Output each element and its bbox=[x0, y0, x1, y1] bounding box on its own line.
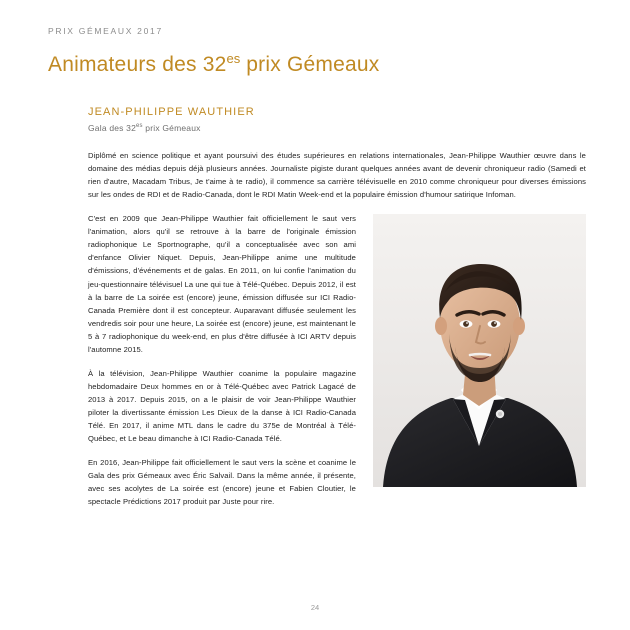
page-kicker: PRIX GÉMEAUX 2017 bbox=[48, 26, 163, 36]
paragraph-4: En 2016, Jean-Philippe fait officiellement le saut vers la scène et coanime le Gala des prix Gémeaux avec Éric Salvail. Dans la même année, il présente, avec ses acolytes de La soirée est (encore) jeune et Fabien Cloutier, le spectacle Prédictions 2017 produit par Juste pour rire. bbox=[88, 458, 356, 507]
page-title-superscript: es bbox=[226, 51, 241, 66]
page-title bbox=[48, 52, 584, 76]
article-body bbox=[88, 149, 586, 508]
subject-role bbox=[88, 123, 584, 133]
page-title-tail: prix Gémeaux bbox=[240, 53, 380, 76]
subject-role-superscript: es bbox=[136, 123, 143, 130]
page-title-main: Animateurs des 32 bbox=[48, 53, 227, 76]
subject-role-post: prix Gémeaux bbox=[142, 123, 201, 134]
paragraph-3: À la télévision, Jean-Philippe Wauthier coanime la populaire magazine hebdomadaire Deux hommes en or à Télé-Québec avec Patrick Lagacé de 2013 à 2017. Depuis 2015, on a le plaisir de voir Jean-Philippe Wauthier piloter la divertissante émission Les Dieux de la danse à ICI Radio-Canada Télé. En 2017, il anime MTL dans le cadre du 375e de Montréal à Télé-Québec, et Le beau dimanche à ICI Radio-Canada Télé. bbox=[88, 368, 356, 444]
portrait-illustration bbox=[373, 214, 586, 487]
paragraph-2: C'est en 2009 que Jean-Philippe Wauthier fait officiellement le saut vers l'animation, alors qu'il se retrouve à la barre de l'originale émission radiophonique Le Sportnographe, qu'il a conceptualisée avec son ami d'enfance Olivier Niquet. Depuis, Jean-Philippe anime une multitude d'émissions, d'événements et de galas. En 2011, on lui confie l'animation du jeu-questionnaire télévisuel La une qui tue à Télé-Québec. Depuis 2012, il est à la barre de La soirée est (encore) jeune, émission diffusée sur ICI Radio-Canada Première dont il est concepteur. Auparavant diffusée seulement les vendredis soir pour une heure, La soirée est (encore) jeune, est maintenant le 5 à 7 radiophonique du week-end, en plus d'être diffusée à ICI ARTV depuis l'automne 2015. bbox=[88, 214, 356, 354]
page-number: 24 bbox=[310, 603, 320, 612]
subject-name: JEAN-PHILIPPE WAUTHIER bbox=[88, 106, 255, 119]
subject-role-pre: Gala des 32 bbox=[88, 123, 137, 134]
paragraph-1: Diplômé en science politique et ayant poursuivi des études supérieures en relations internationales, Jean-Philippe Wauthier œuvre dans le domaine des médias depuis déjà plusieurs années. Journaliste pigiste durant quelques années avant de devenir chroniqueur radio (Samedi et rien d'autre, Macadam Tribus, Je t'aime à te radio), il commence sa carrière télévisuelle en 2010 comme chroniqueur pour diverses émissions sur les ondes de RDI et de Radio-Canada, dont le RDI Matin Week-end et la populaire émission d'humour satirique Infoman. bbox=[88, 151, 586, 200]
portrait-photo bbox=[373, 214, 586, 487]
